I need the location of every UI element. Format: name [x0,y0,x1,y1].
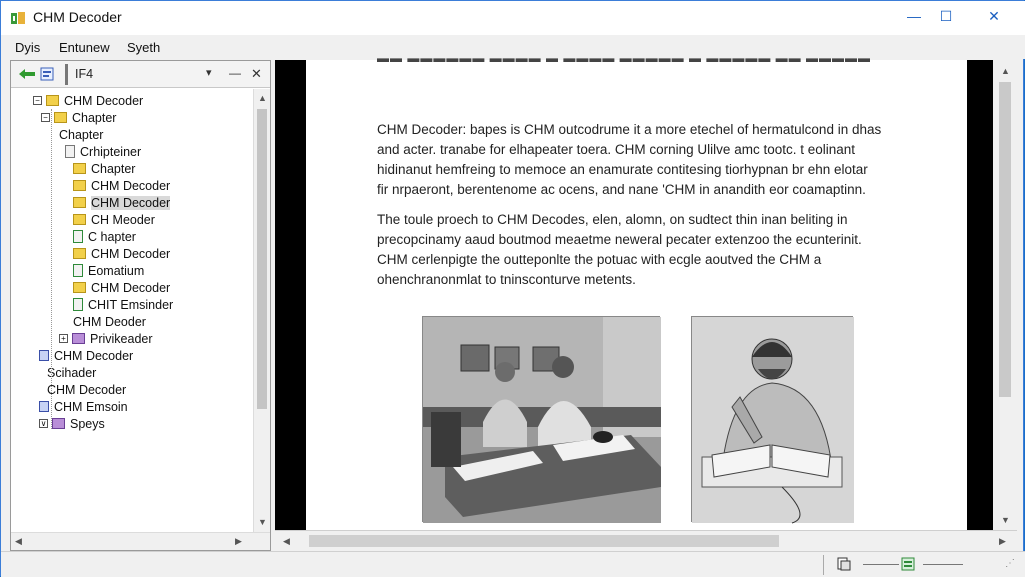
tree-item[interactable] [39,347,133,364]
status-bar [1,551,1025,577]
tree-item-label: CHIT Emsinder [88,297,174,312]
tree-item[interactable] [73,279,170,296]
zoom-slider-track[interactable] [863,564,899,565]
status-divider-line [923,564,963,565]
tree-item[interactable] [59,126,103,143]
pane-dropdown-icon[interactable]: ▾ [206,67,212,79]
folder-icon [73,214,86,225]
office-meeting-photo [422,316,660,522]
tree-item-label: CHM Decoder [91,178,171,193]
folder-icon [73,180,86,191]
tree-item[interactable] [73,160,135,177]
paragraph-2-line: The toule proech to CHM Decodes, elen, alomn, on sudtect thin inan beliting in [377,212,848,227]
paragraph-2 [377,210,912,290]
tree-item-label: Chapter [72,110,117,125]
tree-item-label: CHM Decoder [91,246,171,261]
tree-item[interactable] [39,398,128,415]
topic-horizontal-scrollbar[interactable] [275,530,1017,551]
tree-item[interactable] [41,109,116,126]
paragraph-1-line: and acter. tranabe for elhapeater toera. CHM corning Ulilve amc tootc. t eolinant [377,142,856,157]
tree-item[interactable] [65,143,141,160]
cut-off-text-line: ▬▬ ▬▬▬▬▬▬ ▬▬▬▬ ▬ ▬▬▬▬ ▬▬▬▬▬ ▬ ▬▬▬▬▬ ▬▬ ▬▬▬▬▬ [377,51,872,65]
scroll-thumb[interactable] [257,109,267,409]
help-page-icon [73,230,83,243]
toc-tree [11,89,253,531]
expand-toggle-icon[interactable]: + [59,334,68,343]
expand-toggle-icon[interactable]: ∨ [40,419,47,428]
tree-item-label: Privikeader [90,331,153,346]
sync-toc-icon[interactable] [40,67,54,81]
tree-item-label: Chapter [59,127,104,142]
tree-item[interactable] [73,296,173,313]
tree-item[interactable] [59,330,153,347]
office-meeting-illustration [423,317,661,523]
scroll-right-icon[interactable]: ▶ [235,536,242,546]
scroll-down-icon[interactable]: ▼ [1001,515,1010,525]
scroll-thumb[interactable] [309,535,779,547]
tree-item-label: CHM Decoder [91,280,171,295]
toolbar-separator [65,64,68,85]
back-arrow-icon[interactable] [18,67,36,81]
paragraph-1-line: hidinanut hemfreing to memoce an enamurate contitesing tiorhypnan br ehn elotar [377,162,868,177]
scroll-right-icon[interactable]: ▶ [999,536,1006,546]
topic-vertical-scrollbar[interactable] [993,60,1017,530]
maximize-button[interactable] [923,1,969,31]
tree-item-label: CHM Decoder [47,382,127,397]
tree-item[interactable] [47,364,96,381]
app-icon [10,10,26,26]
menu-item-dyis[interactable]: Dyis [15,40,41,55]
tree-item-label: CHM Emsoin [54,399,128,414]
tree-item-label: Scihader [47,365,97,380]
expand-toggle-icon[interactable]: − [41,113,50,122]
folder-icon [73,197,86,208]
help-page-icon [73,298,83,311]
tree-item-label: Chapter [91,161,136,176]
tree-item-label: CHM Deoder [73,314,146,329]
folder-icon [54,112,67,123]
tree-item[interactable] [73,211,155,228]
menu-item-entunew[interactable]: Entunew [59,40,110,55]
tree-vertical-scrollbar[interactable] [253,89,270,532]
toc-path-label: IF4 [75,67,94,81]
layout-icon[interactable] [901,557,915,571]
tree-item[interactable] [73,228,136,245]
page-view-icon[interactable] [837,557,851,571]
close-icon: ✕ [988,7,1000,24]
folder-icon [46,95,59,106]
scroll-left-icon[interactable]: ◀ [283,536,290,546]
tree-item[interactable] [47,381,126,398]
paragraph-2-line: precopcinamy aaud boutmod meaetme neweral pecater extenzoo the ecunterinit. [377,232,862,247]
menu-item-syeth[interactable]: Syeth [127,40,161,55]
scroll-up-icon[interactable]: ▲ [258,93,267,103]
scroll-thumb[interactable] [999,82,1011,397]
topic-document [306,51,967,530]
tree-item-label: CH Meoder [91,212,155,227]
tree-item[interactable] [33,92,143,109]
paragraph-1-line: fir nrpaeront, berentenome ac ocens, and nane 'CHM in anandith eor coamaptinn. [377,182,866,197]
folder-icon [73,282,86,293]
title-bar[interactable] [1,1,1025,35]
tree-item-label: Crhipteiner [80,144,142,159]
contents-toolbar [11,61,270,88]
paragraph-1 [377,120,912,200]
special-page-icon [39,350,49,361]
window-title: CHM Decoder [33,9,122,25]
tree-item[interactable] [73,313,146,330]
man-reading-illustration [691,316,853,522]
close-button[interactable] [971,1,1017,31]
help-page-icon [73,264,83,277]
tree-item[interactable] [73,245,170,262]
tree-item[interactable] [73,262,144,279]
maximize-icon: ☐ [939,7,953,24]
paragraph-1-line: CHM Decoder: bapes is CHM outcodrume it a more etechel of hermatulcond in dhas [377,122,882,137]
tree-item[interactable] [73,194,170,211]
tree-horizontal-scrollbar[interactable] [11,532,270,550]
book-icon [72,333,85,344]
tree-item-label: CHM Decoder [91,195,171,210]
pane-minimize-icon[interactable]: — [229,66,241,80]
tree-item-label: Speys [70,416,105,431]
book-icon [52,418,65,429]
topic-pane [275,51,1017,551]
minimize-icon: — [907,8,921,24]
special-page-icon [39,401,49,412]
expand-toggle-icon[interactable]: − [33,96,42,105]
scroll-up-icon[interactable]: ▲ [1001,66,1010,76]
paragraph-2-line: CHM cerlenpigte the outteponlte the potuac with ecgle aoutved the CHM a [377,252,822,267]
pane-close-icon[interactable]: ✕ [251,66,262,81]
paragraph-2-line: ohenchranonmlat to tninsconturve metents. [377,272,636,287]
tree-item[interactable] [73,177,170,194]
man-reading-drawing [692,317,854,523]
tree-guide-line [51,109,52,429]
tree-item-label: CHM Decoder [54,348,134,363]
resize-grip-icon[interactable]: ⋰ [1005,558,1015,569]
tree-item-label: Eomatium [88,263,145,278]
status-separator [823,555,824,575]
folder-icon [73,248,86,259]
contents-pane [10,60,271,551]
scroll-down-icon[interactable]: ▼ [258,517,267,527]
tree-item-label: CHM Decoder [64,93,144,108]
scroll-left-icon[interactable]: ◀ [15,536,22,546]
tree-item[interactable] [39,415,105,432]
folder-icon [73,163,86,174]
tree-item-label: C hapter [88,229,136,244]
page-icon [65,145,75,158]
